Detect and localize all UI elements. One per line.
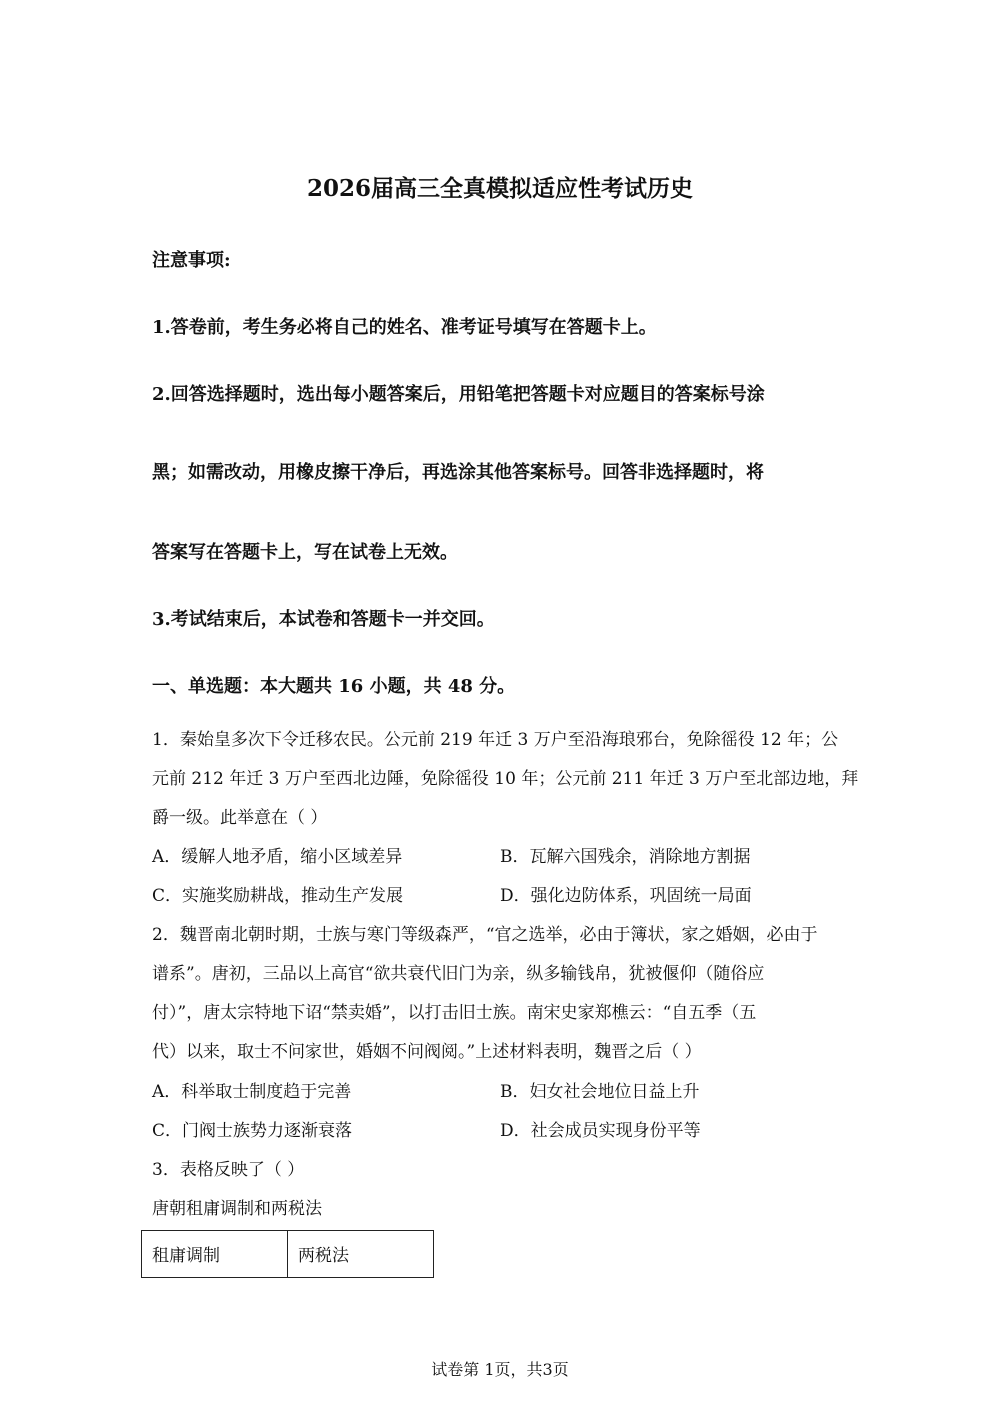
q2-option-b: B．妇女社会地位日益上升 — [500, 1082, 700, 1102]
section-heading: 一、单选题：本大题共 16 小题，共 48 分。 — [152, 676, 516, 697]
table-header-cell: 租庸调制 — [142, 1231, 288, 1278]
notice-heading: 注意事项: — [152, 250, 231, 271]
q3-table-caption: 唐朝租庸调制和两税法 — [152, 1199, 322, 1219]
notice-item-1: 1.答卷前，考生务必将自己的姓名、准考证号填写在答题卡上。 — [152, 317, 657, 338]
q1-stem-line-1: 1．秦始皇多次下令迁移农民。公元前 219 年迁 3 万户至沿海琅邪台，免除徭役 12 年；公 — [152, 730, 839, 750]
q2-stem-line-4: 代）以来，取士不问家世，婚姻不问阀阅。”上述材料表明，魏晋之后（ ） — [152, 1042, 702, 1062]
q2-option-c: C．门阀士族势力逐渐衰落 — [152, 1121, 353, 1141]
q1-stem-line-2: 元前 212 年迁 3 万户至西北边陲，免除徭役 10 年；公元前 211 年迁 3 万户至北部边地，拜 — [152, 769, 859, 789]
q3-stem-line-1: 3．表格反映了（ ） — [152, 1160, 305, 1180]
q2-option-d: D．社会成员实现身份平等 — [500, 1121, 701, 1141]
q2-stem-line-1: 2．魏晋南北朝时期，士族与寒门等级森严，“官之选举，必由于簿状，家之婚姻，必由于 — [152, 925, 818, 945]
notice-item-2-line-2: 黑；如需改动，用橡皮擦干净后，再选涂其他答案标号。回答非选择题时，将 — [152, 462, 764, 483]
notice-item-2-line-1: 2.回答选择题时，选出每小题答案后，用铅笔把答题卡对应题目的答案标号涂 — [152, 384, 765, 405]
page-footer: 试卷第 1页，共3页 — [431, 1360, 569, 1379]
q1-option-c: C．实施奖励耕战，推动生产发展 — [152, 886, 404, 906]
q1-option-d: D．强化边防体系，巩固统一局面 — [500, 886, 752, 906]
q3-table — [141, 1230, 434, 1278]
q1-option-b: B．瓦解六国残余，消除地方割据 — [500, 847, 751, 867]
exam-title: 2026届高三全真模拟适应性考试历史 — [306, 175, 693, 202]
q1-option-a: A．缓解人地矛盾，缩小区域差异 — [152, 847, 403, 867]
q2-option-a: A．科举取士制度趋于完善 — [152, 1082, 352, 1102]
q1-stem-line-3: 爵一级。此举意在（ ） — [152, 808, 328, 828]
table-header-cell: 两税法 — [288, 1231, 434, 1278]
q2-stem-line-3: 付）”，唐太宗特地下诏“禁卖婚”，以打击旧士族。南宋史家郑樵云：“自五季（五 — [152, 1003, 757, 1023]
notice-item-2-line-3: 答案写在答题卡上，写在试卷上无效。 — [152, 542, 458, 563]
table-row — [142, 1231, 434, 1278]
notice-item-3: 3.考试结束后，本试卷和答题卡一并交回。 — [152, 609, 495, 630]
q2-stem-line-2: 谱系”。唐初，三品以上高官“欲共衰代旧门为亲，纵多输钱帛，犹被偃仰（随俗应 — [152, 964, 765, 984]
